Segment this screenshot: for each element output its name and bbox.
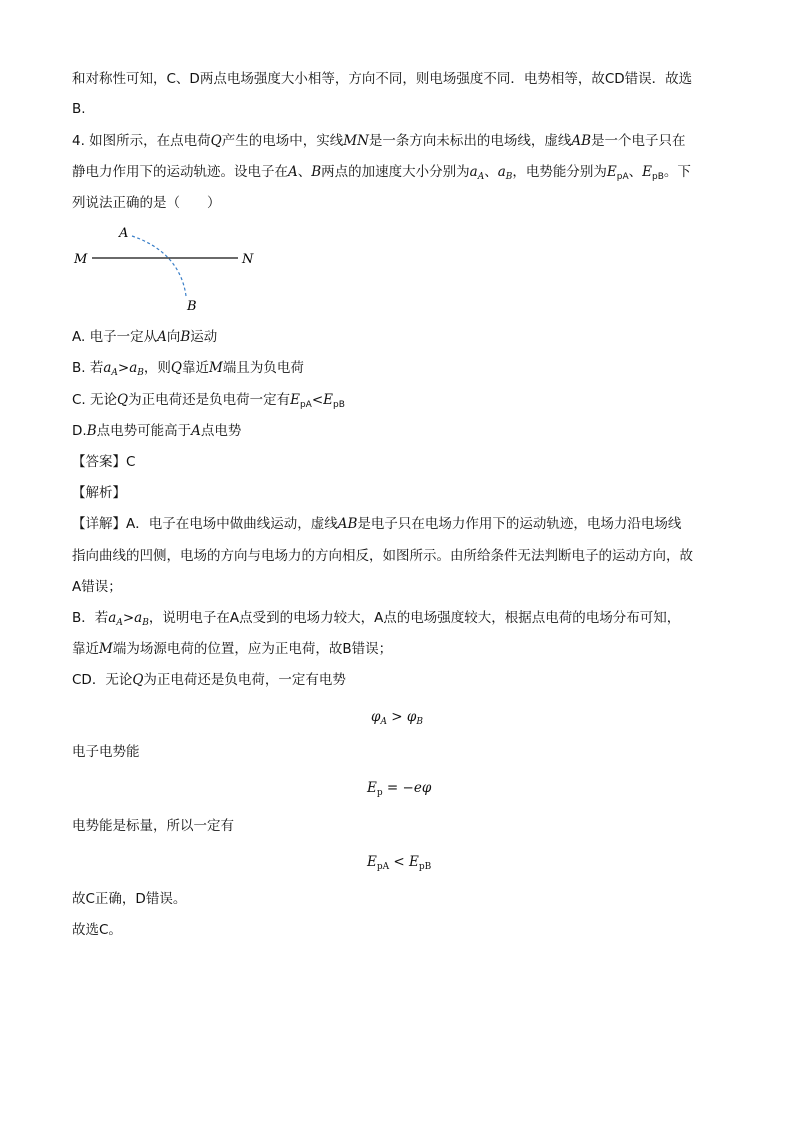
detail-line-3: A错误；: [72, 579, 122, 595]
equation-energy: $E_p = -e\varphi$: [367, 780, 432, 798]
detail-line-1: 【详解】A．电子在电场中做曲线运动，虚线AB是电子只在电场力作用下的运动轨迹，电场力沿电场线: [72, 516, 682, 532]
equation-potential: $\varphi_A > \varphi_B$: [371, 709, 423, 727]
label-b: B: [187, 299, 197, 314]
detail-line-2: 指向曲线的凹侧，电场的方向与电场力的方向相反，如图所示。由所给条件无法判断电子的运动方向，故: [72, 548, 693, 564]
detail-line-4: B．若$a_A>a_B$，说明电子在A点受到的电场力较大，A点的电场强度较大，根据点电荷的电场分布可知，: [72, 610, 681, 628]
question-line-2: 静电力作用下的运动轨迹。设电子在A、B两点的加速度大小分别为$a_A$、$a_B$，电势能分别为$E_{pA}$、$E_{pB}$。下: [72, 164, 691, 182]
label-n: N: [242, 252, 254, 267]
question-line-3: 列说法正确的是（ ）: [72, 195, 221, 211]
label-a: A: [119, 226, 129, 241]
detail-line-6: CD．无论Q为正电荷还是负电荷，一定有电势: [72, 672, 346, 688]
detail-line-7: 电子电势能: [72, 744, 140, 760]
detail-line-9: 故C正确，D错误。: [72, 891, 187, 907]
question-line-1: 4. 如图所示，在点电荷Q产生的电场中，实线MN是一条方向未标出的电场线，虚线AB是一个电子只在: [72, 133, 686, 149]
option-d: D.B点电势可能高于A点电势: [72, 423, 242, 439]
trajectory-ab: [132, 236, 186, 296]
detail-line-8: 电势能是标量，所以一定有: [72, 818, 234, 834]
analysis-heading: 【解析】: [72, 485, 126, 501]
equation-compare: $E_{pA} < E_{pB}$: [367, 854, 432, 872]
detail-line-10: 故选C。: [72, 922, 122, 938]
option-b: B. 若$a_A>a_B$，则Q靠近M端且为负电荷: [72, 360, 304, 378]
answer-line: 【答案】C: [72, 454, 136, 470]
option-c: C. 无论Q为正电荷还是负电荷一定有$E_{pA}<E_{pB}$: [72, 392, 345, 410]
text-line-2: B.: [72, 101, 86, 117]
detail-line-5: 靠近M端为场源电荷的位置，应为正电荷，故B错误；: [72, 641, 393, 657]
option-a: A. 电子一定从A向B运动: [72, 329, 218, 345]
text-line-1: 和对称性可知，C、D两点电场强度大小相等，方向不同，则电场强度不同．电势相等，故CD错误．故选: [72, 71, 693, 87]
label-m: M: [74, 252, 88, 267]
